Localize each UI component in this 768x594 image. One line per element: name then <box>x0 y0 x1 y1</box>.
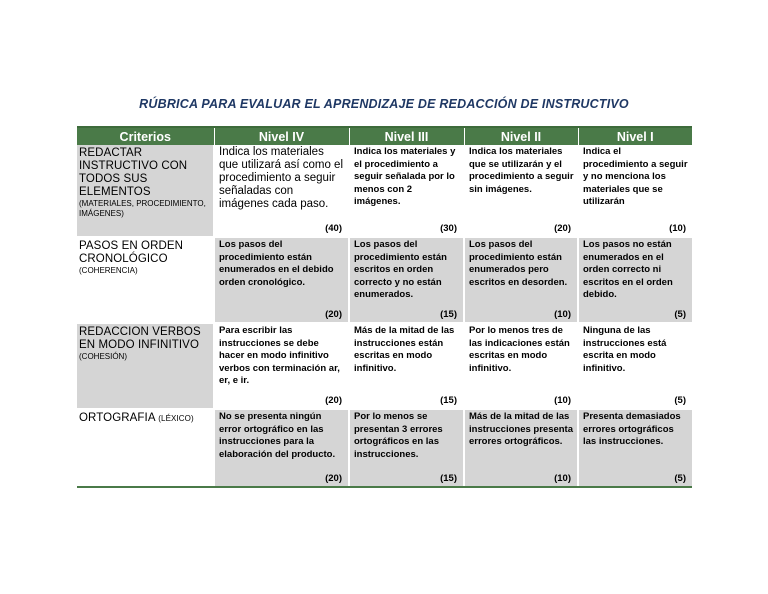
level-description: Indica los materiales que utilizará así como el procedimiento a seguir señaladas con imágenes cada paso. <box>219 146 344 210</box>
criterion-name: PASOS EN ORDEN CRONOLÓGICO <box>79 240 184 265</box>
rubric-table <box>77 126 692 488</box>
score-label: (30) <box>440 223 457 234</box>
level-description: Indica el procedimiento a seguir y no menciona los materiales que se utilizarán <box>583 146 688 207</box>
level-cell <box>464 323 578 409</box>
level-description: Los pasos no están enumerados en el orden correcto ni escritos en el orden debido. <box>583 239 673 300</box>
criterion-sub: (COHESIÓN) <box>79 352 127 361</box>
level-cell <box>578 409 692 487</box>
table-row <box>77 237 692 323</box>
criterion-cell <box>77 237 214 323</box>
criterion-name: REDACTAR INSTRUCTIVO CON TODOS SUS ELEMENTOS <box>79 147 188 198</box>
level-description: Por lo menos tres de las indicaciones están escritas en modo infinitivo. <box>469 325 570 374</box>
criterion-sub: (LÉXICO) <box>158 414 194 423</box>
header-nivel-iii: Nivel III <box>349 127 464 145</box>
score-label: (20) <box>554 223 571 234</box>
level-cell <box>464 409 578 487</box>
score-label: (10) <box>554 395 571 406</box>
level-description: Los pasos del procedimiento están enumerados en el debido orden cronológico. <box>219 239 334 288</box>
level-cell <box>214 409 349 487</box>
table-row <box>77 145 692 237</box>
criterion-name <box>77 410 213 425</box>
document-title: RÚBRICA PARA EVALUAR EL APRENDIZAJE DE REDACCIÓN DE INSTRUCTIVO <box>139 97 629 111</box>
score-label: (10) <box>554 309 571 320</box>
level-cell <box>464 145 578 237</box>
score-label: (5) <box>674 395 686 406</box>
criterion-cell <box>77 409 214 487</box>
criterion-sub: (COHERENCIA) <box>79 266 138 275</box>
level-cell <box>214 145 349 237</box>
level-cell <box>578 323 692 409</box>
score-label: (20) <box>325 473 342 484</box>
level-description: Los pasos del procedimiento están enumerados pero escritos en desorden. <box>469 239 568 288</box>
header-row <box>77 127 692 145</box>
score-label: (10) <box>554 473 571 484</box>
level-cell <box>349 409 464 487</box>
header-nivel-ii: Nivel II <box>464 127 578 145</box>
table-row <box>77 409 692 487</box>
score-label: (15) <box>440 473 457 484</box>
level-description: Indica los materiales que se utilizarán y el procedimiento a seguir sin imágenes. <box>469 146 574 195</box>
score-label: (20) <box>325 395 342 406</box>
score-label: (40) <box>325 223 342 234</box>
criterion-cell <box>77 145 214 237</box>
level-description: Más de la mitad de las instrucciones presenta errores ortográficos. <box>469 411 574 447</box>
score-label: (15) <box>440 395 457 406</box>
level-description: Para escribir las instrucciones se debe hacer en modo infinitivo verbos con terminación ar, er, e ir. <box>219 325 340 386</box>
level-description: Más de la mitad de las instrucciones están escritas en modo infinitivo. <box>354 325 455 374</box>
score-label: (5) <box>674 309 686 320</box>
header-nivel-i: Nivel I <box>578 127 692 145</box>
level-cell <box>578 145 692 237</box>
level-description: Los pasos del procedimiento están escritos en orden correcto y no están enumerados. <box>354 239 447 300</box>
level-cell <box>464 237 578 323</box>
level-cell <box>349 145 464 237</box>
level-cell <box>349 323 464 409</box>
level-description: Por lo menos se presentan 3 errores ortográficos en las instrucciones. <box>354 411 443 460</box>
level-cell <box>214 323 349 409</box>
score-label: (10) <box>669 223 686 234</box>
criterion-sub: (MATERIALES, PROCEDIMIENTO, IMÁGENES) <box>79 199 206 218</box>
score-label: (20) <box>325 309 342 320</box>
level-cell <box>214 237 349 323</box>
table-row <box>77 323 692 409</box>
level-cell <box>349 237 464 323</box>
header-nivel-iv: Nivel IV <box>214 127 349 145</box>
level-description: No se presenta ningún error ortográfico en las instrucciones para la elaboración del producto. <box>219 411 336 460</box>
score-label: (5) <box>674 473 686 484</box>
score-label: (15) <box>440 309 457 320</box>
level-description: Presenta demasiados errores ortográficos las instrucciones. <box>583 411 681 447</box>
criterion-cell <box>77 323 214 409</box>
level-description: Indica los materiales y el procedimiento a seguir señalada por lo menos con 2 imágenes. <box>354 146 456 207</box>
criterion-name-text: ORTOGRAFIA <box>79 412 155 424</box>
header-criterios: Criterios <box>77 127 214 145</box>
criterion-name: REDACCION VERBOS EN MODO INFINITIVO <box>79 326 201 351</box>
level-description: Ninguna de las instrucciones está escrita en modo infinitivo. <box>583 325 667 374</box>
level-cell <box>578 237 692 323</box>
